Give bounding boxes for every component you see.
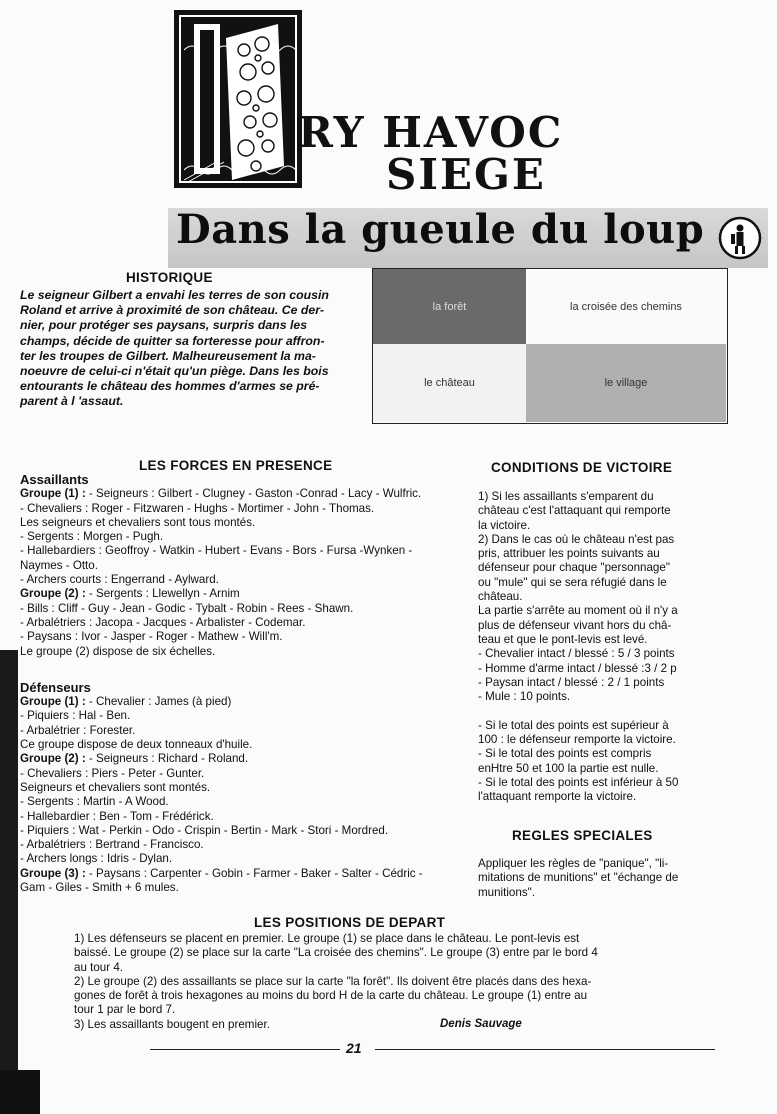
victoire-text-line: plus de défenseur vivant hors du châ- [478, 618, 672, 632]
a-lines-line [20, 573, 470, 587]
a-lines-line [20, 502, 470, 516]
regles-text-line: mitations de munitions" et "échange de [478, 871, 679, 885]
roster-text: - Arbalétriers : Bertrand - Francisco. [20, 838, 204, 852]
historique-line: parent à l 'assaut. [20, 394, 124, 409]
victoire-text-line: 1) Si les assaillants s'emparent du [478, 490, 654, 503]
positions-heading: LES POSITIONS DE DEPART [254, 915, 446, 930]
roster-text: - Hallebardier : Ben - Tom - Frédérick. [20, 809, 214, 823]
footer-rule-left [150, 1049, 340, 1050]
roster-text: - Archers longs : Idris - Dylan. [20, 852, 173, 866]
d-lines-line [20, 795, 470, 809]
a-lines-line [20, 544, 470, 558]
historique-line: Roland et arrive à proximité de son château. Ce der- [20, 303, 325, 318]
roster-text: Seigneurs et chevaliers sont montés. [20, 780, 211, 794]
defenseurs-list [20, 695, 470, 895]
d-lines-line [20, 824, 470, 838]
historique-line: noeuvre de celui-ci n'était qu'un piège. Dans les bois [20, 364, 329, 379]
a-lines-line [20, 487, 470, 501]
group-label: Groupe (1) : [20, 487, 86, 501]
positions-text-line: gones de forêt à trois hexagones au moins du bord H de la carte du château. Le groupe (1) entre au [74, 989, 588, 1003]
scan-corner-shadow [0, 1070, 40, 1114]
victoire-text-line: château c'est l'attaquant qui remporte [478, 504, 671, 518]
roster-text: - Piquiers : Wat - Perkin - Odo - Crispin - Bertin - Mark - Stori - Mordred. [20, 823, 389, 837]
positions-text-line: baissé. Le groupe (2) se place sur la carte "La croisée des chemins". Le groupe (3) entre par le bord 4 [74, 946, 598, 960]
d-lines-line [20, 838, 470, 852]
victoire-text-line: - Paysan intact / blessé : 2 / 1 points [478, 675, 665, 689]
victoire-text-line: - Si le total des points est compris [478, 747, 652, 761]
victoire-text-line: château. [478, 590, 523, 604]
historique-heading: HISTORIQUE [126, 270, 213, 285]
illuminated-letter-logo [174, 10, 302, 188]
d-lines-line [20, 881, 470, 895]
game-title-line2: SIEGE [386, 150, 546, 199]
footer-rule-right [375, 1049, 715, 1050]
map-cell-foret: la forêt [373, 269, 526, 344]
positions-text-line: tour 1 par le bord 7. [74, 1003, 176, 1017]
regles-text-line: munitions". [478, 885, 535, 899]
victoire-text-line: - Chevalier intact / blessé : 5 / 3 points [478, 647, 675, 661]
victoire-text-line: - Mule : 10 points. [478, 690, 571, 704]
map-layout-grid [372, 268, 728, 424]
roster-text: - Bills : Cliff - Guy - Jean - Godic - Tybalt - Robin - Rees - Shawn. [20, 601, 354, 615]
roster-text: - Arbalétriers : Jacopa - Jacques - Arbalister - Codemar. [20, 615, 306, 629]
victoire-text-line: enHtre 50 et 100 la partie est nulle. [478, 761, 659, 775]
roster-text: - Hallebardiers : Geoffroy - Watkin - Hubert - Evans - Bors - Fursa -Wynken - [20, 544, 413, 558]
victoire-text-line: pris, attribuer les points suivants au [478, 547, 660, 561]
roster-text: - Sergents : Martin - A Wood. [20, 795, 169, 809]
d-lines-line [20, 752, 470, 766]
roster-text: Le groupe (2) dispose de six échelles. [20, 644, 216, 658]
assaillants-heading: Assaillants [20, 472, 89, 487]
roster-text: - Chevaliers : Piers - Peter - Gunter. [20, 766, 205, 780]
victoire-text-line: ou "mule" qui se sera réfugié dans le [478, 575, 667, 589]
victoire-text-line: teau et que le pont-levis est levé. [478, 632, 648, 646]
d-lines-line [20, 767, 470, 781]
group-label: Groupe (2) : [20, 587, 86, 601]
roster-text: Naymes - Otto. [20, 558, 98, 572]
roster-text: - Archers courts : Engerrand - Aylward. [20, 573, 219, 587]
victoire-text-line: 100 : le défenseur remporte la victoire. [478, 733, 676, 747]
d-lines-line [20, 852, 470, 866]
a-lines-line [20, 630, 470, 644]
victoire-text-line: défenseur pour chaque "personnage" [478, 561, 670, 575]
map-cell-chateau: le château [373, 344, 526, 422]
scenario-title: Dans la gueule du loup [176, 206, 705, 253]
d-lines-line [20, 810, 470, 824]
group-label: Groupe (1) : [20, 695, 86, 709]
roster-text: Les seigneurs et chevaliers sont tous montés. [20, 515, 256, 529]
roster-text: Gam - Giles - Smith + 6 mules. [20, 881, 179, 895]
historique-text [20, 288, 350, 410]
roster-text: Ce groupe dispose de deux tonneaux d'huile. [20, 738, 253, 752]
positions-text [74, 932, 674, 1032]
group-label: Groupe (3) : [20, 866, 86, 880]
victoire-text-line: - Si le total des points est inférieur à 50 [478, 775, 679, 789]
roster-text: - Sergents : Llewellyn - Arnim [85, 587, 240, 601]
forces-heading: LES FORCES EN PRESENCE [139, 458, 333, 473]
a-lines-line [20, 602, 470, 616]
a-lines-line [20, 559, 470, 573]
a-lines-line [20, 616, 470, 630]
roster-text: - Chevaliers : Roger - Fitzwaren - Hughs - Mortimer - John - Thomas. [20, 501, 375, 515]
roster-text: - Chevalier : James (à pied) [85, 695, 232, 709]
victoire-text-line: l'attaquant remporte la victoire. [478, 790, 637, 804]
roster-text: - Paysans : Ivor - Jasper - Roger - Mathew - Will'm. [20, 630, 283, 644]
roster-text: - Sergents : Morgen - Pugh. [20, 530, 164, 544]
scan-edge-shadow [0, 650, 18, 1114]
regles-text [478, 857, 728, 900]
victoire-text-line: - Homme d'arme intact / blessé :3 / 2 p [478, 661, 677, 675]
victoire-text-line: la victoire. [478, 518, 531, 532]
a-lines-line [20, 645, 470, 659]
a-lines-line [20, 587, 470, 601]
victoire-text [478, 490, 728, 805]
positions-text-line: 3) Les assaillants bougent en premier. [74, 1017, 270, 1031]
victoire-text-line: - Si le total des points est supérieur à [478, 718, 669, 732]
d-lines-line [20, 709, 470, 723]
a-lines-line [20, 516, 470, 530]
knight-icon [718, 216, 762, 260]
victoire-text-line: La partie s'arrête au moment où il n'y a [478, 604, 678, 618]
roster-text: - Piquiers : Hal - Ben. [20, 709, 131, 723]
forces-text [20, 473, 470, 895]
roster-text: - Arbalétrier : Forester. [20, 723, 136, 737]
victoire-heading: CONDITIONS DE VICTOIRE [491, 460, 673, 475]
regles-text-line: Appliquer les règles de "panique", "li- [478, 857, 669, 870]
historique-line: Le seigneur Gilbert a envahi les terres de son cousin [20, 288, 329, 302]
historique-line: entourants le château des hommes d'armes se pré- [20, 379, 320, 394]
defenseurs-heading: Défenseurs [20, 679, 91, 695]
map-cell-croisee: la croisée des chemins [526, 269, 726, 344]
author-signature: Denis Sauvage [440, 1018, 522, 1030]
historique-line: champs, décide de quitter sa forteresse pour affron- [20, 333, 325, 348]
d-lines-line [20, 724, 470, 738]
roster-text: - Seigneurs : Richard - Roland. [85, 752, 249, 766]
victoire-text-line [478, 704, 728, 718]
positions-text-line: 2) Le groupe (2) des assaillants se place sur la carte "la forêt". Ils doivent être placés dans des hexa- [74, 974, 592, 988]
page-number: 21 [346, 1040, 362, 1056]
d-lines-line [20, 738, 470, 752]
regles-heading: REGLES SPECIALES [512, 828, 653, 843]
historique-line: nier, pour protéger ses paysans, surpris dans les [20, 318, 308, 333]
group-label: Groupe (2) : [20, 752, 86, 766]
positions-text-line: au tour 4. [74, 960, 123, 974]
roster-text: - Paysans : Carpenter - Gobin - Farmer - Baker - Salter - Cédric - [85, 866, 423, 880]
map-cell-village: le village [526, 344, 726, 422]
d-lines-line [20, 695, 470, 709]
d-lines-line [20, 867, 470, 881]
assaillants-list [20, 487, 470, 659]
game-title-line1: RY HAVOC [298, 108, 564, 157]
d-lines-line [20, 781, 470, 795]
positions-text-line: 1) Les défenseurs se placent en premier. Le groupe (1) se place dans le château. Le pont-levis est [74, 932, 580, 945]
historique-line: ter les troupes de Gilbert. Malheureusement la ma- [20, 348, 316, 363]
roster-text: - Seigneurs : Gilbert - Clugney - Gaston -Conrad - Lacy - Wulfric. [85, 487, 422, 501]
a-lines-line [20, 530, 470, 544]
victoire-text-line: 2) Dans le cas où le château n'est pas [478, 532, 675, 546]
